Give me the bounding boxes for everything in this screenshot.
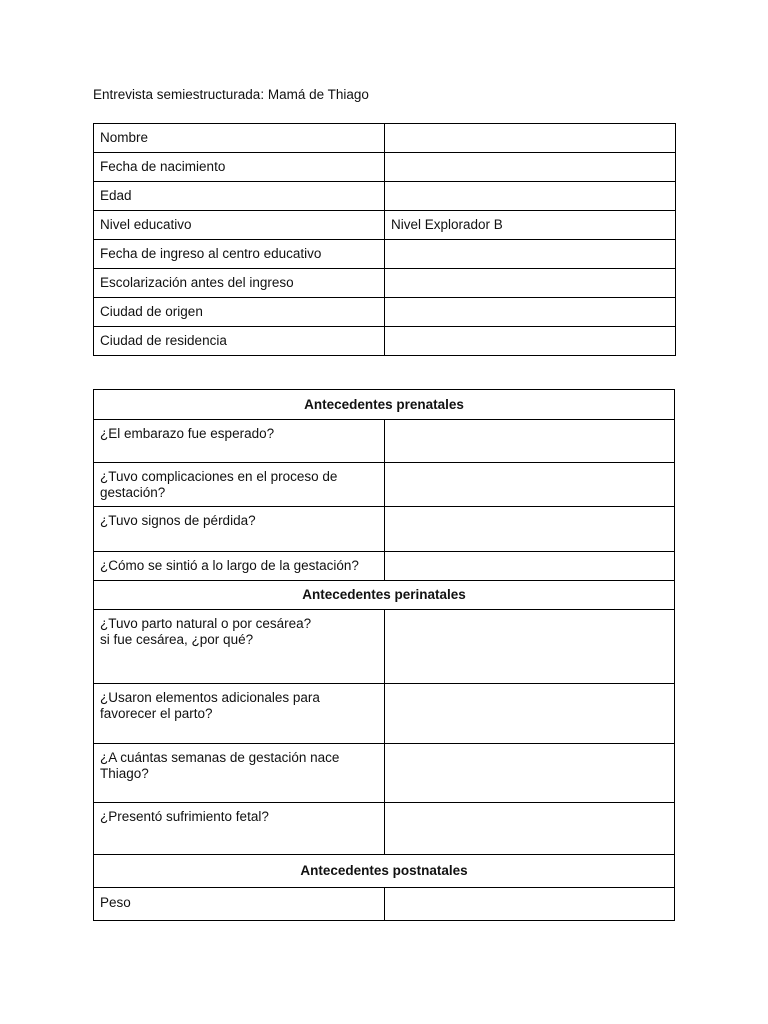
table-row (94, 327, 676, 356)
answer-cell[interactable] (384, 420, 675, 463)
table-row (94, 684, 675, 744)
field-value[interactable] (385, 153, 676, 182)
section-heading-prenatal: Antecedentes prenatales (94, 390, 675, 420)
table-row (94, 211, 676, 240)
table-row (94, 744, 675, 803)
question-label: ¿Tuvo complicaciones en el proceso de gestación? (94, 463, 385, 507)
answer-cell[interactable] (384, 610, 675, 684)
table-row (94, 182, 676, 211)
answer-cell[interactable] (384, 507, 675, 552)
question-label: Peso (94, 888, 385, 921)
table-row (94, 552, 675, 581)
field-value[interactable] (385, 327, 676, 356)
field-label: Nivel educativo (94, 211, 385, 240)
table-row (94, 124, 676, 153)
field-value[interactable] (385, 298, 676, 327)
field-label: Nombre (94, 124, 385, 153)
question-line: si fue cesárea, ¿por qué? (100, 632, 254, 647)
table-row (94, 269, 676, 298)
table-row (94, 507, 675, 552)
section-heading-postnatal: Antecedentes postnatales (94, 855, 675, 888)
field-label: Fecha de ingreso al centro educativo (94, 240, 385, 269)
table-row (94, 153, 676, 182)
field-value[interactable] (385, 124, 676, 153)
answer-cell[interactable] (384, 803, 675, 855)
document-title: Entrevista semiestructurada: Mamá de Thiago (93, 87, 369, 102)
question-label: ¿Usaron elementos adicionales para favorecer el parto? (94, 684, 385, 744)
answer-cell[interactable] (384, 684, 675, 744)
table-row (94, 610, 675, 684)
section-row (94, 581, 675, 610)
answer-cell[interactable] (384, 888, 675, 921)
question-label: ¿Tuvo signos de pérdida? (94, 507, 385, 552)
answer-cell[interactable] (384, 552, 675, 581)
field-label: Ciudad de residencia (94, 327, 385, 356)
field-label: Ciudad de origen (94, 298, 385, 327)
field-value[interactable] (385, 240, 676, 269)
table-row (94, 803, 675, 855)
question-label (94, 610, 385, 684)
question-line: ¿Tuvo parto natural o por cesárea? (100, 616, 312, 631)
field-value[interactable] (385, 269, 676, 298)
question-label: ¿El embarazo fue esperado? (94, 420, 385, 463)
history-table (93, 389, 675, 921)
section-row (94, 390, 675, 420)
field-label: Fecha de nacimiento (94, 153, 385, 182)
table-row (94, 240, 676, 269)
question-label: ¿Presentó sufrimiento fetal? (94, 803, 385, 855)
field-label: Escolarización antes del ingreso (94, 269, 385, 298)
table-row (94, 298, 676, 327)
section-row (94, 855, 675, 888)
question-label: ¿A cuántas semanas de gestación nace Thiago? (94, 744, 385, 803)
table-row (94, 463, 675, 507)
field-value[interactable]: Nivel Explorador B (385, 211, 676, 240)
field-value[interactable] (385, 182, 676, 211)
answer-cell[interactable] (384, 463, 675, 507)
section-heading-perinatal: Antecedentes perinatales (94, 581, 675, 610)
field-label: Edad (94, 182, 385, 211)
answer-cell[interactable] (384, 744, 675, 803)
table-row (94, 888, 675, 921)
question-label: ¿Cómo se sintió a lo largo de la gestación? (94, 552, 385, 581)
personal-info-table (93, 123, 676, 356)
table-row (94, 420, 675, 463)
